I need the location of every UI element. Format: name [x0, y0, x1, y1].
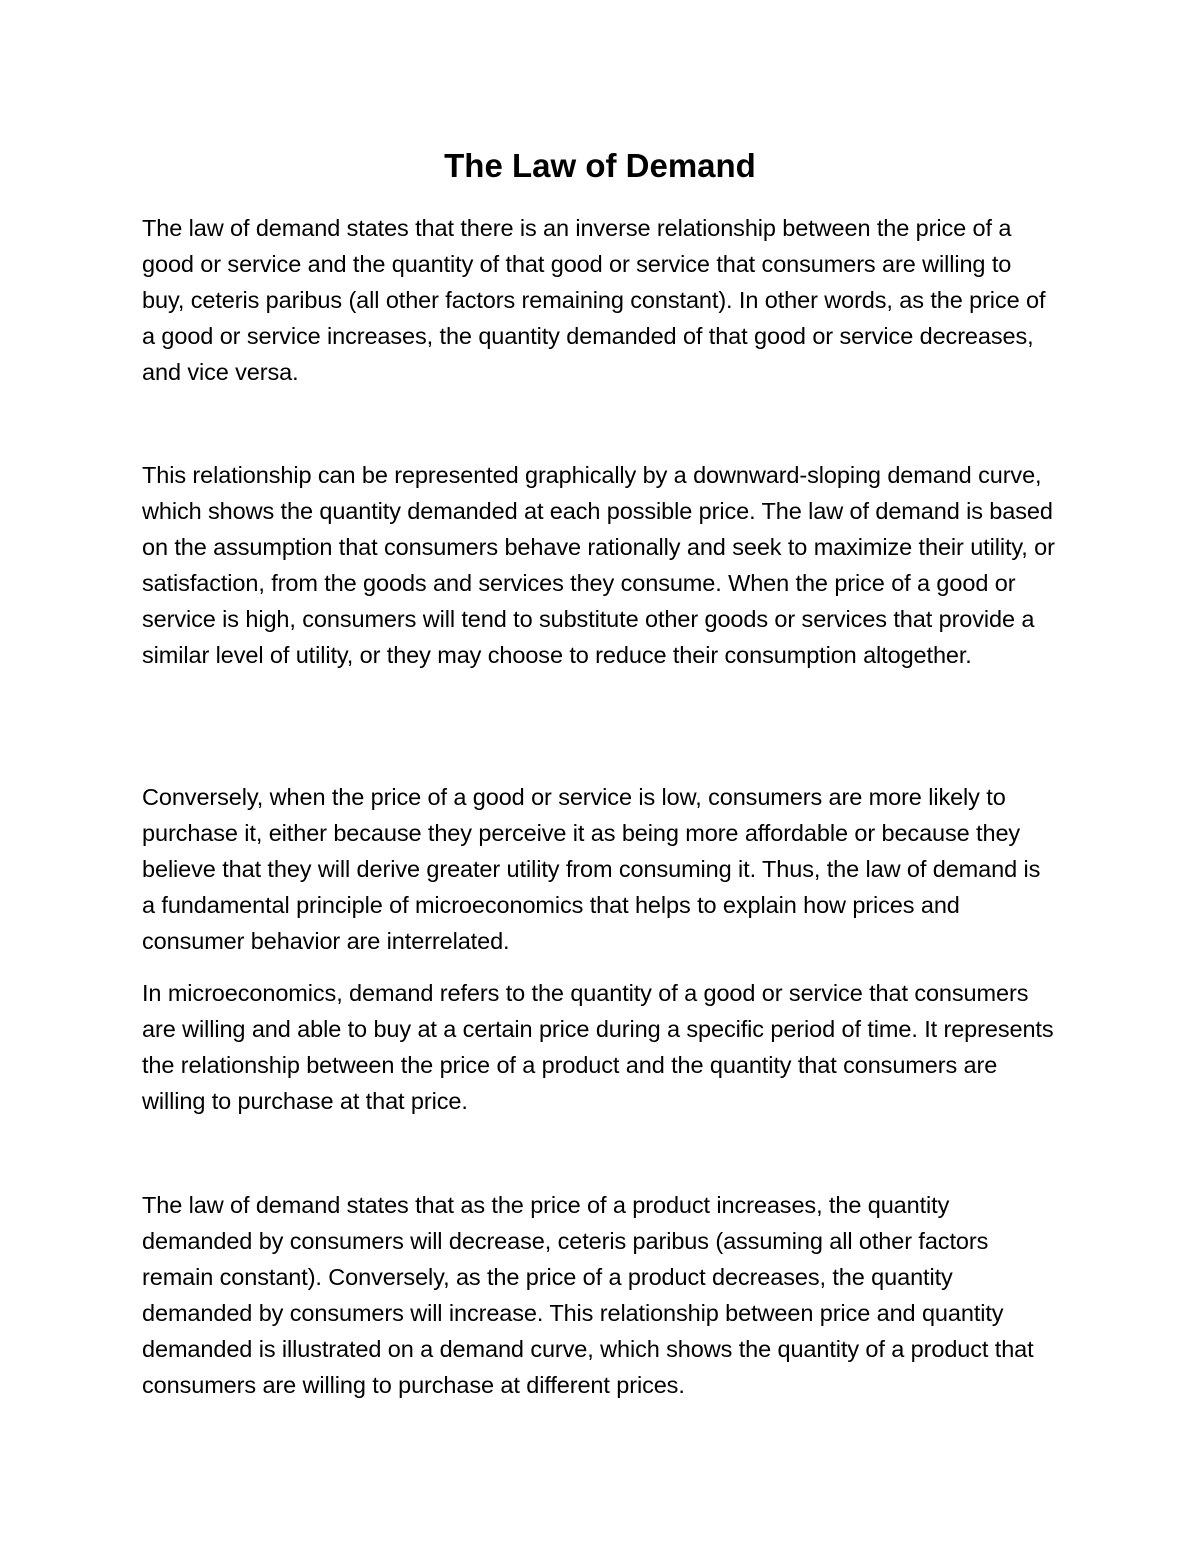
paragraph-2: This relationship can be represented graphically by a downward-sloping demand curve, which shows the quantity demanded at each possible price. The law of demand is based on the assumption that consumers behave rationally and seek to maximize their utility, or satisfaction, from the goods and services they consume. When the price of a good or service is high, consumers will tend to substitute other goods or services that provide a similar level of utility, or they may choose to reduce their consumption altogether.: [142, 462, 1055, 668]
paragraph-4: In microeconomics, demand refers to the quantity of a good or service that consumers are willing and able to buy at a certain price during a specific period of time. It represents the relationship between the price of a product and the quantity that consumers are willing to purchase at that price.: [142, 980, 1054, 1114]
paragraph-1: The law of demand states that there is an inverse relationship between the price of a good or service and the quantity of that good or service that consumers are willing to buy, ceteris paribus (all other factors remaining constant). In other words, as the price of a good or service increases, the quantity demanded of that good or service decreases, and vice versa.: [142, 215, 1046, 385]
document-title: The Law of Demand: [444, 147, 756, 184]
paragraph-5: The law of demand states that as the price of a product increases, the quantity demanded by consumers will decrease, ceteris paribus (assuming all other factors remain constant). Conversely, as the price of a product decreases, the quantity demanded by consumers will increase. This relationship between price and quantity demanded is illustrated on a demand curve, which shows the quantity of a product that consumers are willing to purchase at different prices.: [142, 1192, 1034, 1398]
paragraph-3: Conversely, when the price of a good or service is low, consumers are more likely to purchase it, either because they perceive it as being more affordable or because they believe that they will derive greater utility from consuming it. Thus, the law of demand is a fundamental principle of microeconomics that helps to explain how prices and consumer behavior are interrelated.: [142, 784, 1041, 954]
